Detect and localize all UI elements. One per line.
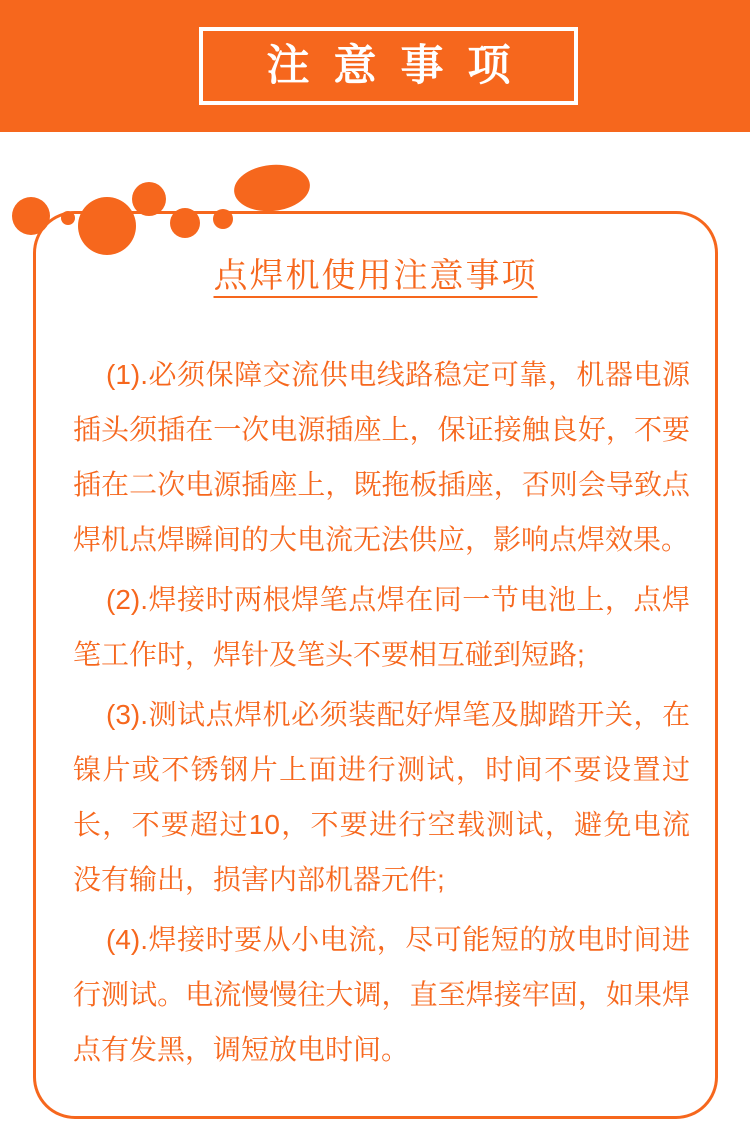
card-title: 点焊机使用注意事项: [213, 257, 538, 295]
banner-title: 注意事项: [266, 41, 535, 90]
decor-circle: [12, 197, 50, 235]
banner-title-box: [199, 27, 578, 105]
content-area: [0, 132, 750, 1146]
precaution-item-2: (2).焊接时两根焊笔点焊在同一节电池上，点焊笔工作时，焊针及笔头不要相互碰到短路;: [73, 584, 690, 670]
precautions-card: [33, 211, 718, 1119]
decor-ellipse: [232, 161, 312, 215]
decor-circle: [132, 182, 166, 216]
precaution-item-1: (1).必须保障交流供电线路稳定可靠，机器电源插头须插在一次电源插座上，保证接触良好，不要插在二次电源插座上，既拖板插座，否则会导致点焊机点焊瞬间的大电流无法供应，影响点焊效果。: [73, 359, 690, 555]
decor-circle: [61, 211, 75, 225]
decor-circle: [213, 209, 233, 229]
precaution-item-4: (4).焊接时要从小电流，尽可能短的放电时间进行测试。电流慢慢往大调，直至焊接牢固，如果焊点有发黑，调短放电时间。: [73, 924, 690, 1065]
precaution-item-3: (3).测试点焊机必须装配好焊笔及脚踏开关，在镍片或不锈钢片上面进行测试，时间不要设置过长，不要超过10，不要进行空载测试，避免电流没有输出，损害内部机器元件;: [73, 699, 690, 895]
decor-circle: [78, 197, 136, 255]
card-body: [36, 347, 715, 1077]
decor-circle: [170, 208, 200, 238]
banner: [0, 0, 750, 132]
